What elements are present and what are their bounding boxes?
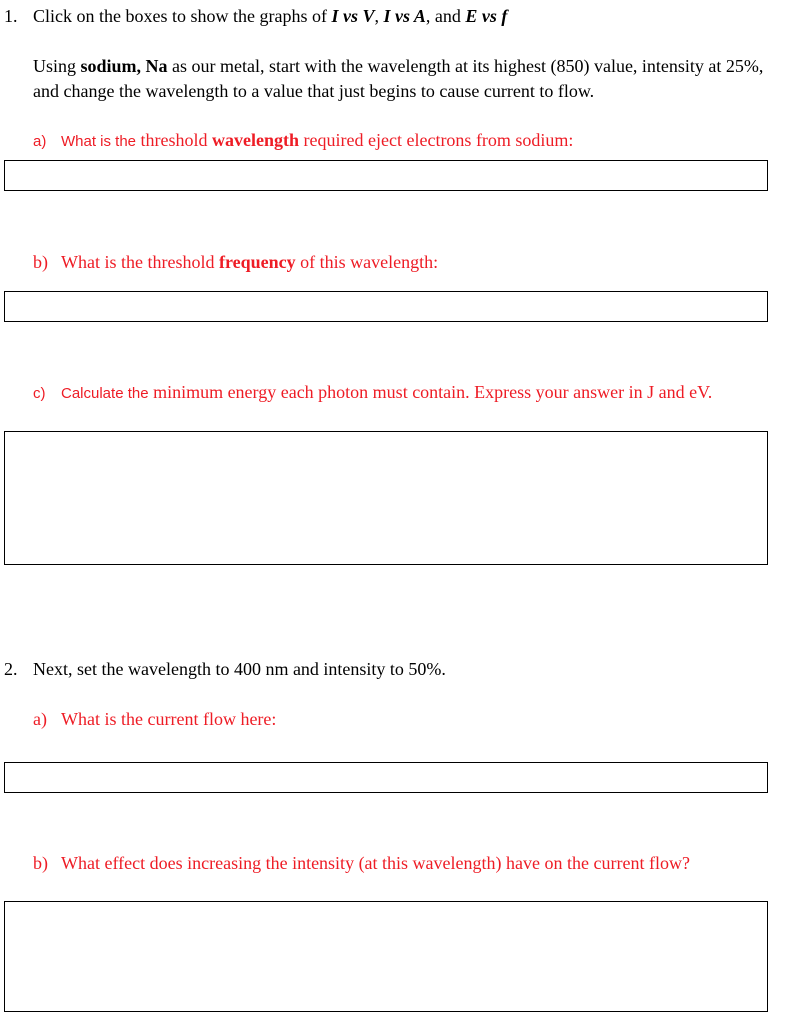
graph-e-vs-f-label: E vs f	[465, 6, 508, 26]
question-1-instructions-line-2: and change the wavelength to a value that just begins to cause current to flow.	[33, 81, 595, 101]
question-1b-prompt: b) What is the threshold frequency of this wavelength:	[33, 252, 439, 272]
question-2a-prompt: a) What is the current flow here:	[33, 709, 277, 729]
graph-i-vs-v-label: I vs V	[331, 6, 375, 26]
question-1a-label: a)	[33, 133, 47, 150]
question-2-intro: 2. Next, set the wavelength to 400 nm and intensity to 50%.	[4, 659, 446, 679]
question-2a-label: a)	[33, 709, 47, 729]
answer-box-1b[interactable]	[4, 291, 768, 322]
question-1-number: 1.	[4, 6, 18, 26]
question-1-intro: 1. Click on the boxes to show the graphs of I vs V, I vs A, and E vs f	[4, 6, 508, 26]
question-2b-label: b)	[33, 853, 48, 873]
graph-i-vs-a-label: I vs A	[383, 6, 426, 26]
question-1c-label: c)	[33, 385, 46, 402]
metal-name: sodium, Na	[80, 56, 168, 76]
answer-box-1a[interactable]	[4, 160, 768, 191]
question-1b-label: b)	[33, 252, 48, 272]
answer-box-2a[interactable]	[4, 762, 768, 793]
answer-box-1c[interactable]	[4, 431, 768, 565]
question-1c-prompt: c) Calculate the minimum energy each photon must contain. Express your answer in J and eV.	[33, 381, 712, 405]
question-1a-prompt: a) What is the threshold wavelength required eject electrons from sodium:	[33, 129, 573, 153]
question-2b-prompt: b) What effect does increasing the intensity (at this wavelength) have on the current flow?	[33, 853, 690, 873]
question-1-instructions-line-1: Using sodium, Na as our metal, start with the wavelength at its highest (850) value, intensity at 25%,	[33, 56, 764, 76]
question-2-number: 2.	[4, 659, 18, 679]
answer-box-2b[interactable]	[4, 901, 768, 1012]
